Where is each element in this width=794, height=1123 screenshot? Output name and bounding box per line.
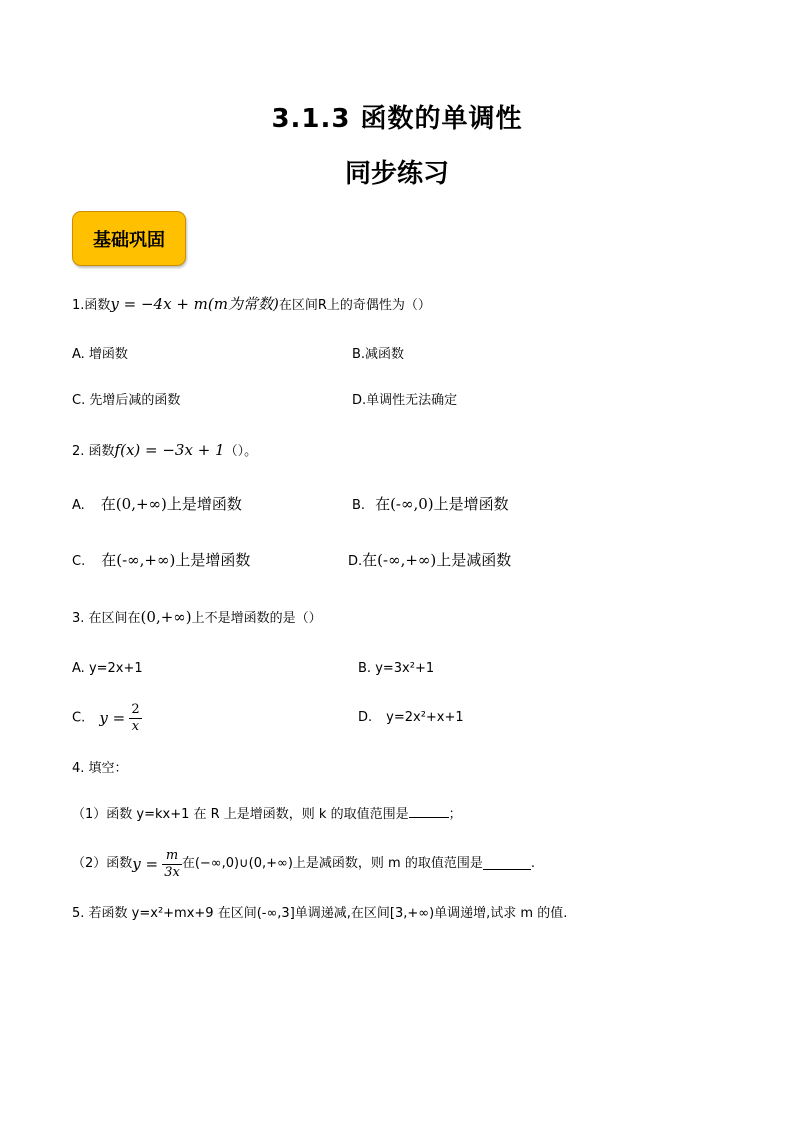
q4-part-2-text: 在(−∞,0)∪(0,+∞)上是减函数，则 m 的取值范围是 <box>181 856 483 871</box>
q4-part-2-lhs: y = <box>132 855 159 873</box>
q3-option-c-label: C. <box>72 710 86 726</box>
answer-blank[interactable] <box>409 806 449 818</box>
q3-option-c-lhs: y = <box>99 709 126 727</box>
q4-part-1-text: （1）函数 y=kx+1 在 R 上是增函数，则 k 的取值范围是 <box>72 807 409 822</box>
q2-suffix: （）。 <box>224 444 258 459</box>
section-badge: 基础巩固 <box>72 211 186 266</box>
page-title: 3.1.3 函数的单调性 <box>271 104 523 134</box>
q1-option-b: B.减函数 <box>352 347 405 362</box>
answer-blank[interactable] <box>483 858 531 870</box>
q3-option-d-text: y=2x²+x+1 <box>386 710 464 725</box>
q1-suffix: 在区间R上的奇偶性为（） <box>278 298 431 313</box>
q3-option-d <box>358 710 464 726</box>
q4-part-1 <box>72 806 462 823</box>
q2-option-d-text: 在(-∞,+∞)上是减函数 <box>362 551 512 569</box>
q3-option-a <box>72 661 143 677</box>
q3-option-c-numerator: 2 <box>131 701 140 717</box>
question-2-stem <box>72 442 257 460</box>
q4-part-2-end: . <box>530 856 535 871</box>
q2-option-b <box>352 496 509 514</box>
q4-part-2-prefix: （2）函数 <box>72 856 133 871</box>
question-3-stem <box>72 609 322 627</box>
q1-formula: y = −4x + m(m为常数) <box>110 295 279 313</box>
q4-part-2-numerator: m <box>165 847 179 863</box>
page-subtitle: 同步练习 <box>344 159 449 189</box>
question-1-stem <box>72 296 431 314</box>
q3-option-c <box>72 700 142 737</box>
q4-part-2 <box>72 846 535 883</box>
q3-stem-b: 上不是增函数的是（） <box>191 611 322 626</box>
q3-option-c-fraction <box>129 702 141 735</box>
q3-stem-a: 3. 在区间在 <box>72 611 141 626</box>
q1-option-a: A. 增函数 <box>72 347 128 362</box>
question-5-stem: 5. 若函数 y=x²+mx+9 在区间(-∞,3]单调递减,在区间[3,+∞)单调递增,试求 m 的值. <box>72 906 568 921</box>
q3-stem-interval: (0,+∞) <box>140 608 192 626</box>
q1-option-d: D.单调性无法确定 <box>352 393 458 408</box>
q3-option-b <box>358 661 434 677</box>
question-4-stem: 4. 填空： <box>72 761 128 776</box>
q2-option-b-label: B. <box>352 498 366 513</box>
q3-option-c-denominator: x <box>129 718 141 735</box>
q2-option-c-label: C. <box>72 554 86 569</box>
q3-option-b-text: y=3x²+1 <box>375 661 435 676</box>
q2-formula: f(x) = −3x + 1 <box>114 441 225 459</box>
q3-option-a-text: y=2x+1 <box>88 661 143 676</box>
q1-option-c: C. 先增后减的函数 <box>72 393 181 408</box>
q2-option-d <box>348 552 511 570</box>
q2-option-c-text: 在(-∞,+∞)上是增函数 <box>101 551 251 569</box>
q1-prefix: 1.函数 <box>72 298 111 313</box>
q2-option-d-label: D. <box>348 554 363 569</box>
q2-option-c <box>72 552 250 570</box>
q2-option-a-text: 在(0,+∞)上是增函数 <box>100 495 242 513</box>
q3-option-a-label: A. <box>72 661 85 676</box>
q2-option-a-label: A. <box>72 498 85 513</box>
q2-prefix: 2. 函数 <box>72 444 115 459</box>
q4-part-2-fraction <box>162 848 182 881</box>
q3-option-d-label: D. <box>358 710 373 725</box>
q2-option-b-text: 在(-∞,0)上是增函数 <box>375 495 509 513</box>
q3-option-b-label: B. <box>358 661 372 676</box>
q4-part-2-denominator: 3x <box>164 864 180 880</box>
q4-part-1-end: ； <box>448 807 462 822</box>
q2-option-a <box>72 496 242 514</box>
